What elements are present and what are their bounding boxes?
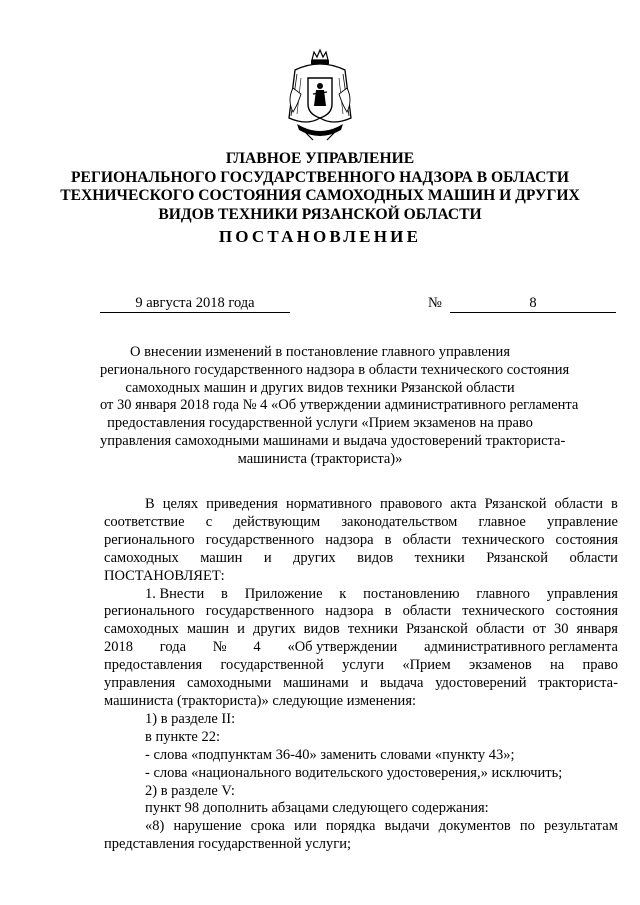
word: соответствие [104, 513, 185, 530]
list-item: в пункте 22: [145, 728, 221, 745]
word: года [159, 639, 187, 656]
body-line: представления государственной услуги; [104, 836, 352, 853]
word: 30 [553, 621, 569, 638]
list-item: 1) в разделе II: [145, 710, 236, 727]
word: постановлению [363, 585, 460, 602]
word: в [611, 496, 618, 512]
organization-line: ТЕХНИЧЕСКОГО СОСТОЯНИЯ САМОХОДНЫХ МАШИН И ДРУГИХ [60, 187, 580, 204]
word: на [550, 657, 565, 674]
word: надзора [325, 603, 374, 620]
word: «Об утверждении [287, 639, 398, 656]
word: самоходными [186, 675, 272, 692]
word: техники [347, 621, 398, 638]
document-number: 8 [450, 294, 616, 313]
word: технического [462, 603, 545, 620]
coat-of-arms-icon [283, 48, 357, 144]
word: в [384, 603, 392, 620]
organization-line: ВИДОВ ТЕХНИКИ РЯЗАНСКОЙ ОБЛАСТИ [158, 205, 482, 223]
body-line [104, 818, 618, 836]
word: акта [450, 496, 477, 512]
coat-of-arms-emblem [283, 48, 357, 144]
word: в [221, 585, 228, 602]
subject-line: самоходных машин и других видов техники Рязанской области [125, 379, 515, 396]
subject-line: управления самоходными машинами и выдача удостоверений тракториста- [100, 432, 566, 449]
word: правового [379, 496, 443, 512]
word: административного регламента [424, 639, 618, 656]
body-line [104, 550, 618, 568]
word: машин [186, 621, 230, 638]
subject-line: машиниста (тракториста)» [237, 450, 403, 467]
word: нормативного [285, 496, 372, 512]
body-line [104, 639, 618, 657]
word: срока [250, 818, 285, 835]
word: главного [476, 585, 530, 602]
word: от [532, 621, 546, 638]
list-item: - слова «национального водительского удостоверения,» исключить; [145, 764, 563, 781]
subject-line: О внесении изменений в постановление главного управления [129, 344, 510, 360]
word: состояния [555, 603, 618, 620]
list-item: 2) в разделе V: [145, 782, 235, 799]
word: «8) [145, 818, 165, 835]
word: машин [200, 549, 243, 566]
word: самоходных [104, 549, 179, 566]
organization-header [60, 150, 580, 224]
body-line [104, 603, 618, 621]
document-type-title: ПОСТАНОВЛЕНИЕ [218, 227, 422, 246]
word: результатам [543, 818, 618, 835]
body-line: ПОСТАНОВЛЯЕТ: [104, 567, 225, 584]
word: регионального [104, 531, 195, 548]
word: состояния [555, 531, 618, 548]
word: выдача [379, 675, 424, 692]
word: выдачи [384, 818, 430, 835]
body-line [104, 621, 618, 639]
word: других [252, 621, 296, 638]
word: Рязанской [486, 549, 549, 566]
word: экзаменов [468, 657, 532, 674]
word: № [212, 639, 227, 656]
word: области [475, 621, 525, 638]
word: «Прием [402, 657, 451, 674]
body-line [104, 514, 618, 532]
body-line [104, 675, 618, 693]
word: тракториста- [538, 675, 618, 692]
word: и [360, 675, 369, 692]
word: документов [438, 818, 511, 835]
word: Рязанской [406, 621, 468, 638]
word: и [263, 549, 272, 566]
word: регионального [104, 603, 195, 620]
word: области [402, 531, 452, 548]
body-line [104, 532, 618, 550]
subject-line: предоставления государственной услуги «Прием экзаменов на право [107, 415, 533, 432]
word: главное [478, 513, 526, 530]
word: к [339, 585, 347, 602]
word: приведения [206, 496, 278, 512]
word: действующим [233, 513, 321, 530]
word: по [519, 818, 535, 835]
word: государственного [205, 603, 315, 620]
word: надзора [325, 531, 374, 548]
word: целях [162, 496, 199, 512]
word: видов [303, 621, 340, 638]
word: услуги [342, 657, 385, 674]
word: предоставления [104, 657, 203, 674]
word: области [554, 496, 603, 512]
organization-line: ГЛАВНОЕ УПРАВЛЕНИЕ [225, 150, 415, 167]
document-subject [100, 344, 579, 469]
word: порядка [325, 818, 376, 835]
document-date: 9 августа 2018 года [100, 294, 290, 313]
body-line [104, 657, 618, 675]
word: или [293, 818, 317, 835]
word: января [576, 621, 618, 638]
word: техники [414, 549, 465, 566]
body-line [104, 586, 618, 604]
list-item: пункт 98 дополнить абзацами следующего содержания: [145, 800, 489, 817]
organization-line: РЕГИОНАЛЬНОГО ГОСУДАРСТВЕННОГО НАДЗОРА В ОБЛАСТИ [71, 168, 569, 186]
word: В [145, 496, 155, 512]
word: право [582, 657, 618, 674]
word: других [293, 549, 336, 566]
word: 1. Внести [145, 585, 205, 602]
word: видов [357, 549, 394, 566]
word: 2018 [104, 639, 133, 656]
word: области [569, 549, 618, 566]
word: управления [546, 585, 618, 602]
word: самоходных [104, 621, 179, 638]
word: законодательством [341, 513, 458, 530]
word: Рязанской [484, 496, 547, 512]
number-label: № [428, 295, 442, 311]
word: управление [546, 513, 618, 530]
word: государственного [205, 531, 315, 548]
word: технического [462, 531, 545, 548]
word: области [402, 603, 452, 620]
list-item: - слова «подпунктам 36-40» заменить словами «пункту 43»; [145, 746, 515, 763]
word: 4 [253, 639, 261, 656]
word: нарушение [173, 818, 242, 835]
document-body [104, 496, 618, 854]
subject-line: от 30 января 2018 года № 4 «Об утверждении административного регламента [100, 397, 579, 414]
word: государственной [220, 657, 324, 674]
word: машинами [283, 675, 349, 692]
subject-line: регионального государственного надзора в области технического состояния [100, 361, 570, 378]
word: Приложение [244, 585, 323, 602]
word: управления [104, 675, 176, 692]
word: в [384, 531, 392, 548]
word: удостоверений [435, 675, 527, 692]
body-line: машиниста (тракториста)» следующие изменения: [104, 692, 417, 709]
word: и [237, 621, 245, 638]
word: с [205, 513, 213, 530]
body-line [104, 496, 618, 514]
